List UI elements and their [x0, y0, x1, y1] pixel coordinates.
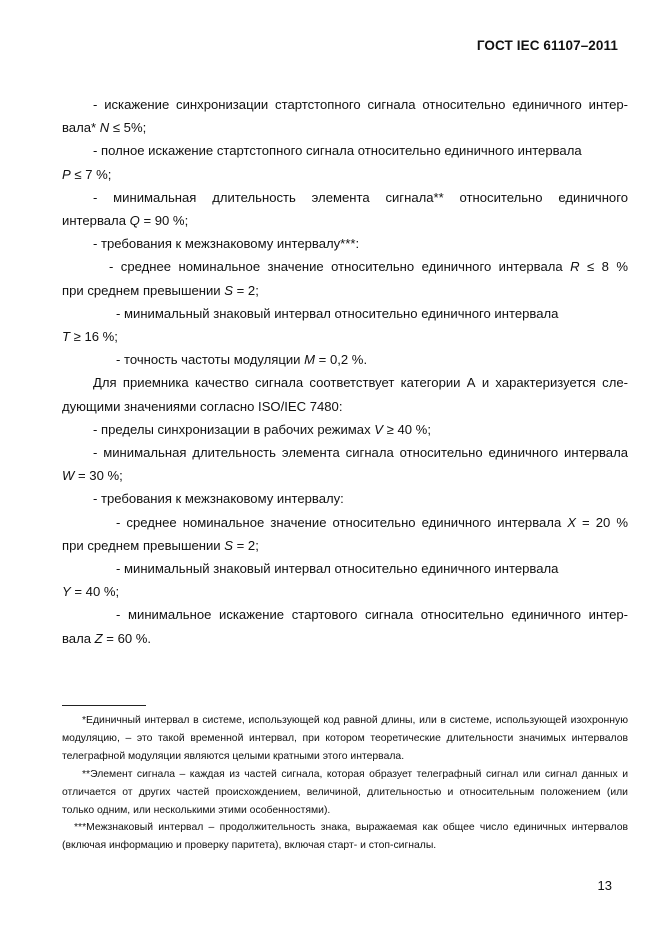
footnotes — [62, 712, 628, 855]
main-text — [62, 93, 628, 650]
text-line: Y = 40 %; — [62, 584, 120, 600]
text-line: W = 30 %; — [62, 468, 123, 484]
text-line: при среднем превышении S = 2; — [62, 282, 259, 298]
text-line: - точность частоты модуляции M = 0,2 %. — [116, 352, 368, 368]
text-line: - минимальная длительность элемента сигнала** относительно единичного — [93, 189, 628, 205]
text-line: интервала Q = 90 %; — [62, 213, 189, 229]
text-line: - требования к межзнаковому интервалу***: — [93, 236, 360, 252]
text-line: - полное искажение стартстопного сигнала относительно единичного интервала — [93, 143, 582, 159]
text-line: вала* N ≤ 5%; — [62, 120, 147, 136]
footnote: ***Межзнаковый интервал – продолжительность знака, выражаемая как общее число единичных интервалов (включая информацию и проверку паритета), включая старт- и стоп-сигналы. — [62, 822, 628, 852]
text-line: - среднее номинальное значение относительно единичного интервала X = 20 % — [116, 514, 628, 530]
footnote-divider — [62, 705, 146, 706]
text-line: - среднее номинальное значение относительно единичного интервала R ≤ 8 % — [109, 259, 629, 275]
document-header: ГОСТ IEC 61107–2011 — [476, 38, 618, 53]
text-line: T ≥ 16 %; — [62, 329, 118, 345]
page-number: 13 — [597, 878, 612, 893]
text-line: - искажение синхронизации стартстопного сигнала относительно единичного интер- — [93, 97, 628, 112]
text-line: Для приемника качество сигнала соответствует категории А и характеризуется сле- — [93, 375, 628, 391]
text-line: при среднем превышении S = 2; — [62, 537, 259, 553]
text-line: - минимальная длительность элемента сигнала относительно единичного интервала — [93, 445, 628, 461]
text-line: - минимальный знаковый интервал относительно единичного интервала — [116, 561, 559, 577]
text-line: - минимальное искажение стартового сигнала относительно единичного интер- — [116, 607, 628, 623]
footnote: *Единичный интервал в системе, использующей код равной длины, или в системе, использующей изохронную модуляцию, – это такой временной интервал, при котором теоретические длительности значимых интервалов телеграфной модуляции являются целыми кратными этого интервала. — [62, 715, 628, 762]
text-line: P ≤ 7 %; — [62, 166, 112, 182]
text-line: - пределы синхронизации в рабочих режимах V ≥ 40 %; — [93, 421, 431, 437]
text-line: вала Z = 60 %. — [62, 630, 152, 646]
text-line: дующими значениями согласно ISO/IEC 7480: — [62, 398, 343, 414]
text-line: - минимальный знаковый интервал относительно единичного интервала — [116, 305, 559, 321]
footnote: **Элемент сигнала – каждая из частей сигнала, которая образует телеграфный сигнал или сигнал данных и отличается от других частей происхождением, величиной, длительностью и относительным положением (или только одним, или несколькими этими особенностями). — [62, 768, 628, 816]
text-line: - требования к межзнаковому интервалу: — [93, 491, 344, 507]
